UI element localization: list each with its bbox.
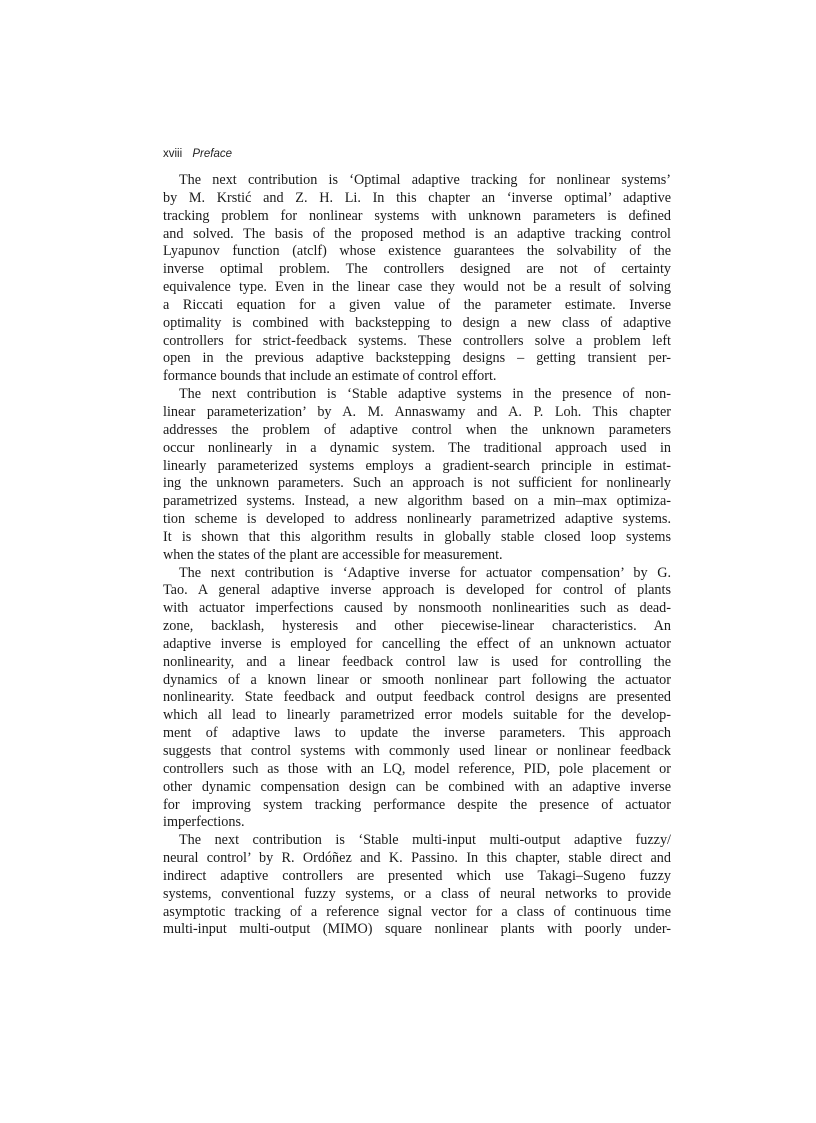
text-line: Tao. A general adaptive inverse approach is developed for control of plants — [163, 582, 671, 599]
paragraph — [163, 172, 671, 386]
text-line: multi-input multi-output (MIMO) square nonlinear plants with poorly under- — [163, 921, 671, 938]
text-line: equivalence type. Even in the linear case they would not be a result of solving — [163, 279, 671, 296]
text-line: The next contribution is ‘Adaptive inverse for actuator compensation’ by G. — [179, 564, 671, 581]
text-line: ing the unknown parameters. Such an approach is not sufficient for nonlinearly — [163, 475, 671, 492]
section-title: Preface — [192, 148, 233, 160]
text-line: linearly parameterized systems employs a gradient-search principle in estimat- — [163, 457, 671, 474]
text-line: inverse optimal problem. The controllers designed are not of certainty — [163, 261, 671, 278]
text-line: neural control’ by R. Ordóñez and K. Passino. In this chapter, stable direct and — [163, 850, 671, 867]
text-line: addresses the problem of adaptive control when the unknown parameters — [163, 421, 671, 438]
text-line: for improving system tracking performance despite the presence of actuator — [163, 796, 671, 813]
text-line: indirect adaptive controllers are presented which use Takagi–Sugeno fuzzy — [163, 867, 671, 884]
text-line: imperfections. — [163, 814, 245, 831]
text-line: The next contribution is ‘Optimal adaptive tracking for nonlinear systems’ — [179, 172, 671, 188]
text-line: linear parameterization’ by A. M. Annaswamy and A. P. Loh. This chapter — [163, 403, 671, 420]
running-head — [163, 146, 671, 162]
text-line: Lyapunov function (atclf) whose existence guarantees the solvability of the — [163, 243, 671, 260]
paragraph — [163, 386, 671, 564]
text-line: suggests that control systems with commonly used linear or nonlinear feedback — [163, 743, 671, 759]
paragraph — [163, 832, 671, 939]
text-line: dynamics of a known linear or smooth nonlinear part following the actuator — [163, 671, 671, 688]
text-line: It is shown that this algorithm results in globally stable closed loop systems — [163, 528, 671, 545]
text-line: controllers such as those with an LQ, model reference, PID, pole placement or — [163, 760, 671, 777]
text-line: The next contribution is ‘Stable adaptive systems in the presence of non- — [179, 386, 671, 403]
text-line: formance bounds that include an estimate of control effort. — [163, 368, 497, 385]
text-line: tracking problem for nonlinear systems with unknown parameters is defined — [163, 207, 671, 224]
book-page — [163, 146, 671, 939]
text-line: open in the previous adaptive backstepping designs – getting transient per- — [163, 350, 671, 367]
text-line: tion scheme is developed to address nonlinearly parametrized adaptive systems. — [163, 511, 671, 528]
text-line: ment of adaptive laws to update the inverse parameters. This approach — [163, 725, 671, 742]
text-line: when the states of the plant are accessible for measurement. — [163, 546, 503, 563]
text-line: a Riccati equation for a given value of the parameter estimate. Inverse — [163, 296, 671, 313]
text-line: nonlinearity, and a linear feedback control law is used for controlling the — [163, 653, 671, 670]
text-line: occur nonlinearly in a dynamic system. The traditional approach used in — [163, 439, 671, 456]
text-line: optimality is combined with backstepping to design a new class of adaptive — [163, 314, 671, 331]
text-line: with actuator imperfections caused by nonsmooth nonlinearities such as dead- — [163, 600, 671, 617]
text-line: which all lead to linearly parametrized error models suitable for the develop- — [163, 707, 671, 724]
text-line: other dynamic compensation design can be combined with an adaptive inverse — [163, 778, 671, 795]
text-line: adaptive inverse is employed for cancelling the effect of an unknown actuator — [163, 635, 671, 652]
text-line: nonlinearity. State feedback and output feedback control designs are presented — [163, 689, 671, 706]
text-line: by M. Krstić and Z. H. Li. In this chapter an ‘inverse optimal’ adaptive — [163, 189, 671, 206]
text-line: parametrized systems. Instead, a new algorithm based on a min–max optimiza- — [163, 493, 671, 510]
page-number: xviii — [163, 148, 183, 160]
text-line: controllers for strict-feedback systems. These controllers solve a problem left — [163, 332, 671, 349]
text-line: The next contribution is ‘Stable multi-input multi-output adaptive fuzzy/ — [179, 832, 671, 849]
text-line: asymptotic tracking of a reference signal vector for a class of continuous time — [163, 903, 671, 920]
text-line: systems, conventional fuzzy systems, or a class of neural networks to provide — [163, 885, 671, 902]
body-text — [163, 172, 671, 939]
text-line: and solved. The basis of the proposed method is an adaptive tracking control — [163, 225, 671, 242]
text-line: zone, backlash, hysteresis and other piecewise-linear characteristics. An — [163, 618, 671, 635]
paragraph — [163, 565, 671, 833]
